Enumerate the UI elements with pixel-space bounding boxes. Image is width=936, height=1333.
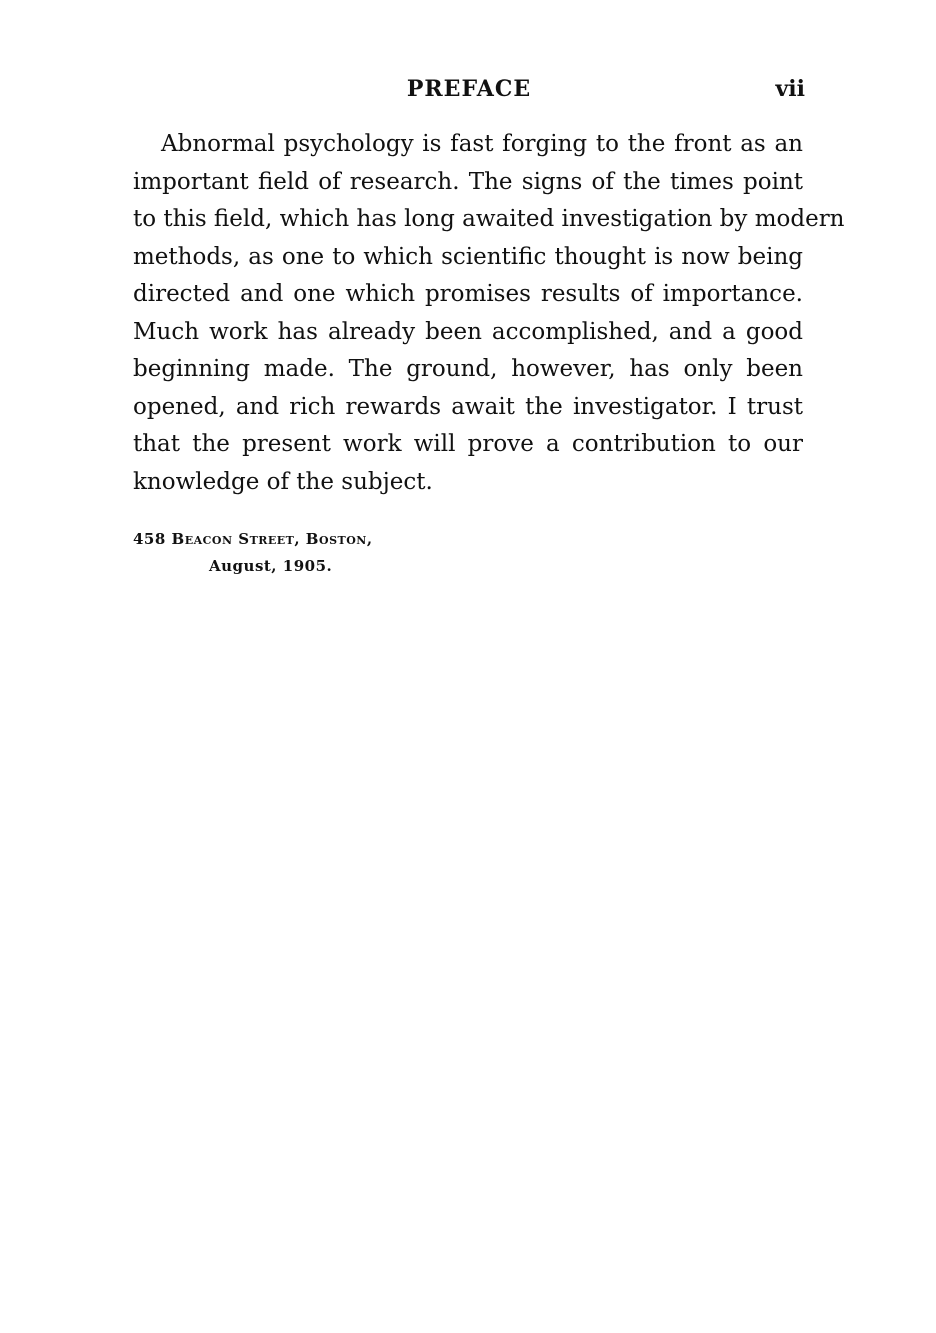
signature-date: August, 1905. xyxy=(209,557,333,575)
paragraph-line: knowledge of the subject. xyxy=(133,468,433,495)
paragraph-line: to this field, which has long awaited investigation by modern xyxy=(133,206,845,232)
running-title: PREFACE xyxy=(406,76,532,102)
signature-block xyxy=(133,526,373,580)
page-number: vii xyxy=(775,76,805,102)
paragraph-line: that the present work will prove a contribution to our xyxy=(133,431,803,457)
paragraph-line: Much work has already been accomplished, and a good xyxy=(133,318,803,345)
paragraph-line: methods, as one to which scientific thought is now being xyxy=(133,243,803,270)
paragraph-line: beginning made. The ground, however, has only been xyxy=(133,356,803,382)
paragraph-line: directed and one which promises results of importance. xyxy=(133,281,803,307)
preface-paragraph xyxy=(133,126,845,501)
paragraph-line: opened, and rich rewards await the investigator. I trust xyxy=(133,393,803,420)
paragraph-line: Abnormal psychology is fast forging to the front as an xyxy=(161,131,803,157)
running-head xyxy=(133,76,805,106)
paragraph-line: important field of research. The signs of the times point xyxy=(133,168,803,195)
signature-address: 458 Beacon Street, Boston, xyxy=(133,530,373,548)
